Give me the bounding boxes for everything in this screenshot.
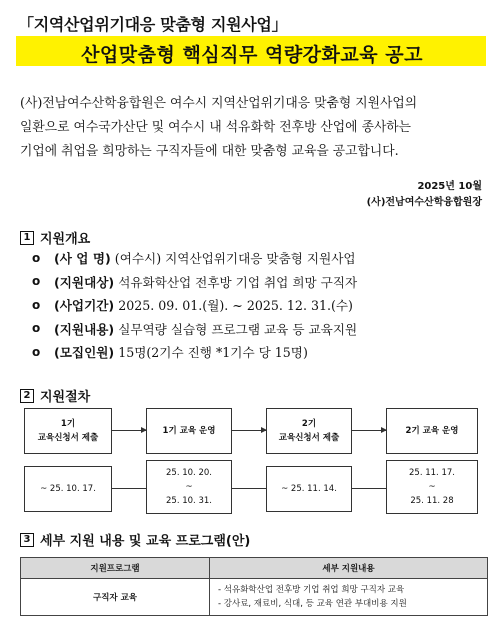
- table-cell-details: [210, 579, 488, 616]
- step-date: 25. 10. 31.: [166, 496, 212, 506]
- list-item: [32, 340, 492, 364]
- table-cell-program: 구직자 교육: [21, 579, 210, 616]
- step-label: 교육신청서 제출: [37, 433, 99, 443]
- announcement-date: 2025년 10월: [417, 181, 482, 192]
- detail-line: - 강사료, 재료비, 식대, 등 교육 연관 부대비용 지원: [218, 599, 407, 609]
- table-row: [21, 579, 488, 616]
- item-key: (사업기간): [54, 298, 115, 314]
- step-label: 2기 교육 운영: [405, 426, 459, 436]
- flow-arrow: [350, 430, 386, 431]
- step-label: 1기: [60, 419, 76, 429]
- overview-list: [32, 246, 492, 364]
- step-date-box: [386, 460, 478, 514]
- list-item: [32, 293, 492, 317]
- section-title: 세부 지원 내용 및 교육 프로그램(안): [40, 534, 251, 549]
- step-date: ~: [428, 482, 436, 492]
- item-value: (여수시) 지역산업위기대응 맞춤형 지원사업: [114, 251, 356, 267]
- section-number: 2: [20, 389, 34, 403]
- flow-line: [230, 488, 266, 489]
- item-key: (지원내용): [54, 321, 115, 337]
- section-title: 지원절차: [40, 390, 91, 405]
- flow-arrow: [230, 430, 266, 431]
- item-key: (지원대상): [54, 274, 115, 290]
- step-date: ~ 25. 10. 17.: [40, 484, 96, 494]
- intro-paragraph: [20, 92, 488, 164]
- step-date-box: [266, 466, 352, 512]
- step-box: [146, 408, 232, 454]
- step-date: 25. 10. 20.: [166, 468, 212, 478]
- program-table: [20, 557, 488, 616]
- table-header: 세부 지원내용: [210, 558, 488, 579]
- section-3-heading: [20, 530, 250, 549]
- procedure-flow: [16, 408, 492, 513]
- item-value: 석유화학산업 전후방 기업 취업 희망 구직자: [118, 274, 358, 290]
- section-title: 지원개요: [40, 232, 91, 247]
- step-label: 1기 교육 운영: [162, 426, 216, 436]
- table-header-row: [21, 558, 488, 579]
- step-label: 2기: [301, 419, 317, 429]
- title-top: 「지역산업위기대응 맞춤형 지원사업」: [18, 15, 288, 34]
- page-title: 산업맞춤형 핵심직무 역량강화교육 공고: [81, 44, 423, 66]
- title-block: [0, 0, 504, 74]
- bullet-icon: o: [32, 321, 41, 336]
- table-header: 지원프로그램: [21, 558, 210, 579]
- organization-name: (사)전남여수산학융합원장: [366, 197, 482, 208]
- section-2-heading: [20, 386, 90, 405]
- step-date-box: [146, 460, 232, 514]
- flow-line: [350, 488, 386, 489]
- detail-line: - 석유화학산업 전후방 기업 취업 희망 구직자 교육: [218, 585, 405, 595]
- bullet-icon: o: [32, 344, 41, 359]
- step-date: ~: [185, 482, 193, 492]
- intro-line: 일환으로 여수국가산단 및 여수시 내 석유화학 전후방 산업에 종사하는: [20, 120, 412, 135]
- section-1-heading: [20, 228, 90, 247]
- list-item: [32, 317, 492, 341]
- flow-arrow: [110, 430, 146, 431]
- intro-line: 기업에 취업을 희망하는 구직자들에 대한 맞춤형 교육을 공고합니다.: [20, 144, 399, 159]
- bullet-icon: o: [32, 274, 41, 289]
- step-box: [266, 408, 352, 454]
- intro-line: (사)전남여수산학융합원은 여수시 지역산업위기대응 맞춤형 지원사업의: [20, 96, 418, 111]
- step-date: ~ 25. 11. 14.: [281, 484, 337, 494]
- step-box: [24, 408, 112, 454]
- item-value: 15명(2기수 진행 *1기수 당 15명): [118, 345, 308, 361]
- item-key: (모집인원): [54, 345, 115, 361]
- step-date-box: [24, 466, 112, 512]
- flow-line: [110, 488, 146, 489]
- list-item: [32, 246, 492, 270]
- item-value: 2025. 09. 01.(월). ~ 2025. 12. 31.(수): [118, 298, 353, 314]
- section-number: 1: [20, 231, 34, 245]
- step-label: 교육신청서 제출: [278, 433, 340, 443]
- item-value: 실무역량 실습형 프로그램 교육 등 교육지원: [118, 321, 358, 337]
- bullet-icon: o: [32, 297, 41, 312]
- section-number: 3: [20, 533, 34, 547]
- step-date: 25. 11. 17.: [409, 468, 455, 478]
- list-item: [32, 270, 492, 294]
- step-date: 25. 11. 28: [410, 496, 454, 506]
- bullet-icon: o: [32, 250, 41, 265]
- step-box: [386, 408, 478, 454]
- item-key: (사 업 명): [54, 251, 111, 267]
